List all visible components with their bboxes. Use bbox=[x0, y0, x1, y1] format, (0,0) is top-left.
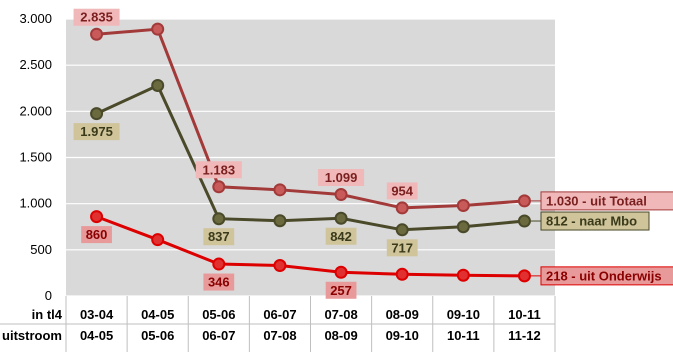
data-label: 837 bbox=[207, 229, 230, 245]
row-label-in-tl4: in tl4 bbox=[31, 307, 62, 322]
data-point bbox=[458, 200, 469, 211]
data-point bbox=[213, 213, 224, 224]
data-point bbox=[519, 270, 530, 281]
x-category-row2: 07-08 bbox=[263, 328, 297, 343]
data-label: 954 bbox=[391, 183, 414, 199]
data-point bbox=[397, 269, 408, 280]
data-point bbox=[397, 224, 408, 235]
data-label: 1.099 bbox=[324, 170, 358, 186]
x-category-row1: 09-10 bbox=[446, 307, 480, 322]
data-point bbox=[152, 80, 163, 91]
x-category-row1: 07-08 bbox=[324, 307, 358, 322]
row-label-uitstroom: uitstroom bbox=[2, 328, 62, 343]
y-tick-label: 0 bbox=[44, 288, 52, 303]
y-tick-label: 2.500 bbox=[19, 57, 52, 73]
y-tick-label: 1.500 bbox=[19, 149, 52, 165]
data-label: 1.975 bbox=[80, 124, 113, 140]
data-label: 2.835 bbox=[80, 9, 113, 25]
data-point bbox=[519, 195, 530, 206]
x-category-row2: 06-07 bbox=[202, 328, 236, 343]
x-category-row1: 05-06 bbox=[202, 307, 236, 322]
data-label: 717 bbox=[391, 240, 414, 256]
x-category-row1: 03-04 bbox=[79, 307, 114, 322]
end-label: 812 - naar Mbo bbox=[546, 213, 638, 229]
data-point bbox=[274, 184, 285, 195]
data-label: 346 bbox=[207, 274, 230, 290]
data-label: 1.183 bbox=[202, 162, 236, 178]
y-tick-label: 3.000 bbox=[19, 11, 52, 26]
x-axis-categories bbox=[2, 307, 541, 343]
x-category-row1: 06-07 bbox=[263, 307, 297, 322]
data-label: 860 bbox=[85, 227, 108, 243]
x-category-row1: 08-09 bbox=[385, 307, 419, 322]
data-point bbox=[91, 211, 102, 222]
data-point bbox=[458, 270, 469, 281]
x-category-row1: 10-11 bbox=[508, 307, 541, 322]
x-category-row2: 09-10 bbox=[385, 328, 419, 343]
data-point bbox=[336, 213, 347, 224]
x-category-row2: 08-09 bbox=[324, 328, 358, 343]
y-tick-label: 500 bbox=[30, 241, 52, 257]
x-category-row1: 04-05 bbox=[141, 307, 175, 322]
data-point bbox=[213, 181, 224, 192]
data-point bbox=[336, 267, 347, 278]
data-point bbox=[91, 29, 102, 40]
x-category-row2: 05-06 bbox=[141, 328, 175, 343]
data-label: 842 bbox=[330, 228, 352, 244]
end-label: 1.030 - uit Totaal bbox=[546, 193, 647, 209]
data-point bbox=[274, 260, 285, 271]
data-point bbox=[274, 215, 285, 226]
end-label: 218 - uit Onderwijs bbox=[546, 268, 662, 284]
data-label: 257 bbox=[330, 282, 352, 298]
data-point bbox=[91, 108, 102, 119]
data-point bbox=[519, 216, 530, 227]
data-point bbox=[152, 234, 163, 245]
data-point bbox=[152, 24, 163, 35]
data-point bbox=[213, 259, 224, 270]
data-point bbox=[397, 202, 408, 213]
x-category-row2: 10-11 bbox=[447, 328, 480, 343]
y-tick-label: 2.000 bbox=[19, 103, 52, 119]
y-axis-ticks bbox=[19, 11, 52, 303]
x-category-row2: 11-12 bbox=[508, 328, 541, 343]
data-point bbox=[336, 189, 347, 200]
x-category-row2: 04-05 bbox=[79, 328, 114, 343]
y-tick-label: 1.000 bbox=[19, 195, 52, 211]
data-point bbox=[458, 221, 469, 232]
